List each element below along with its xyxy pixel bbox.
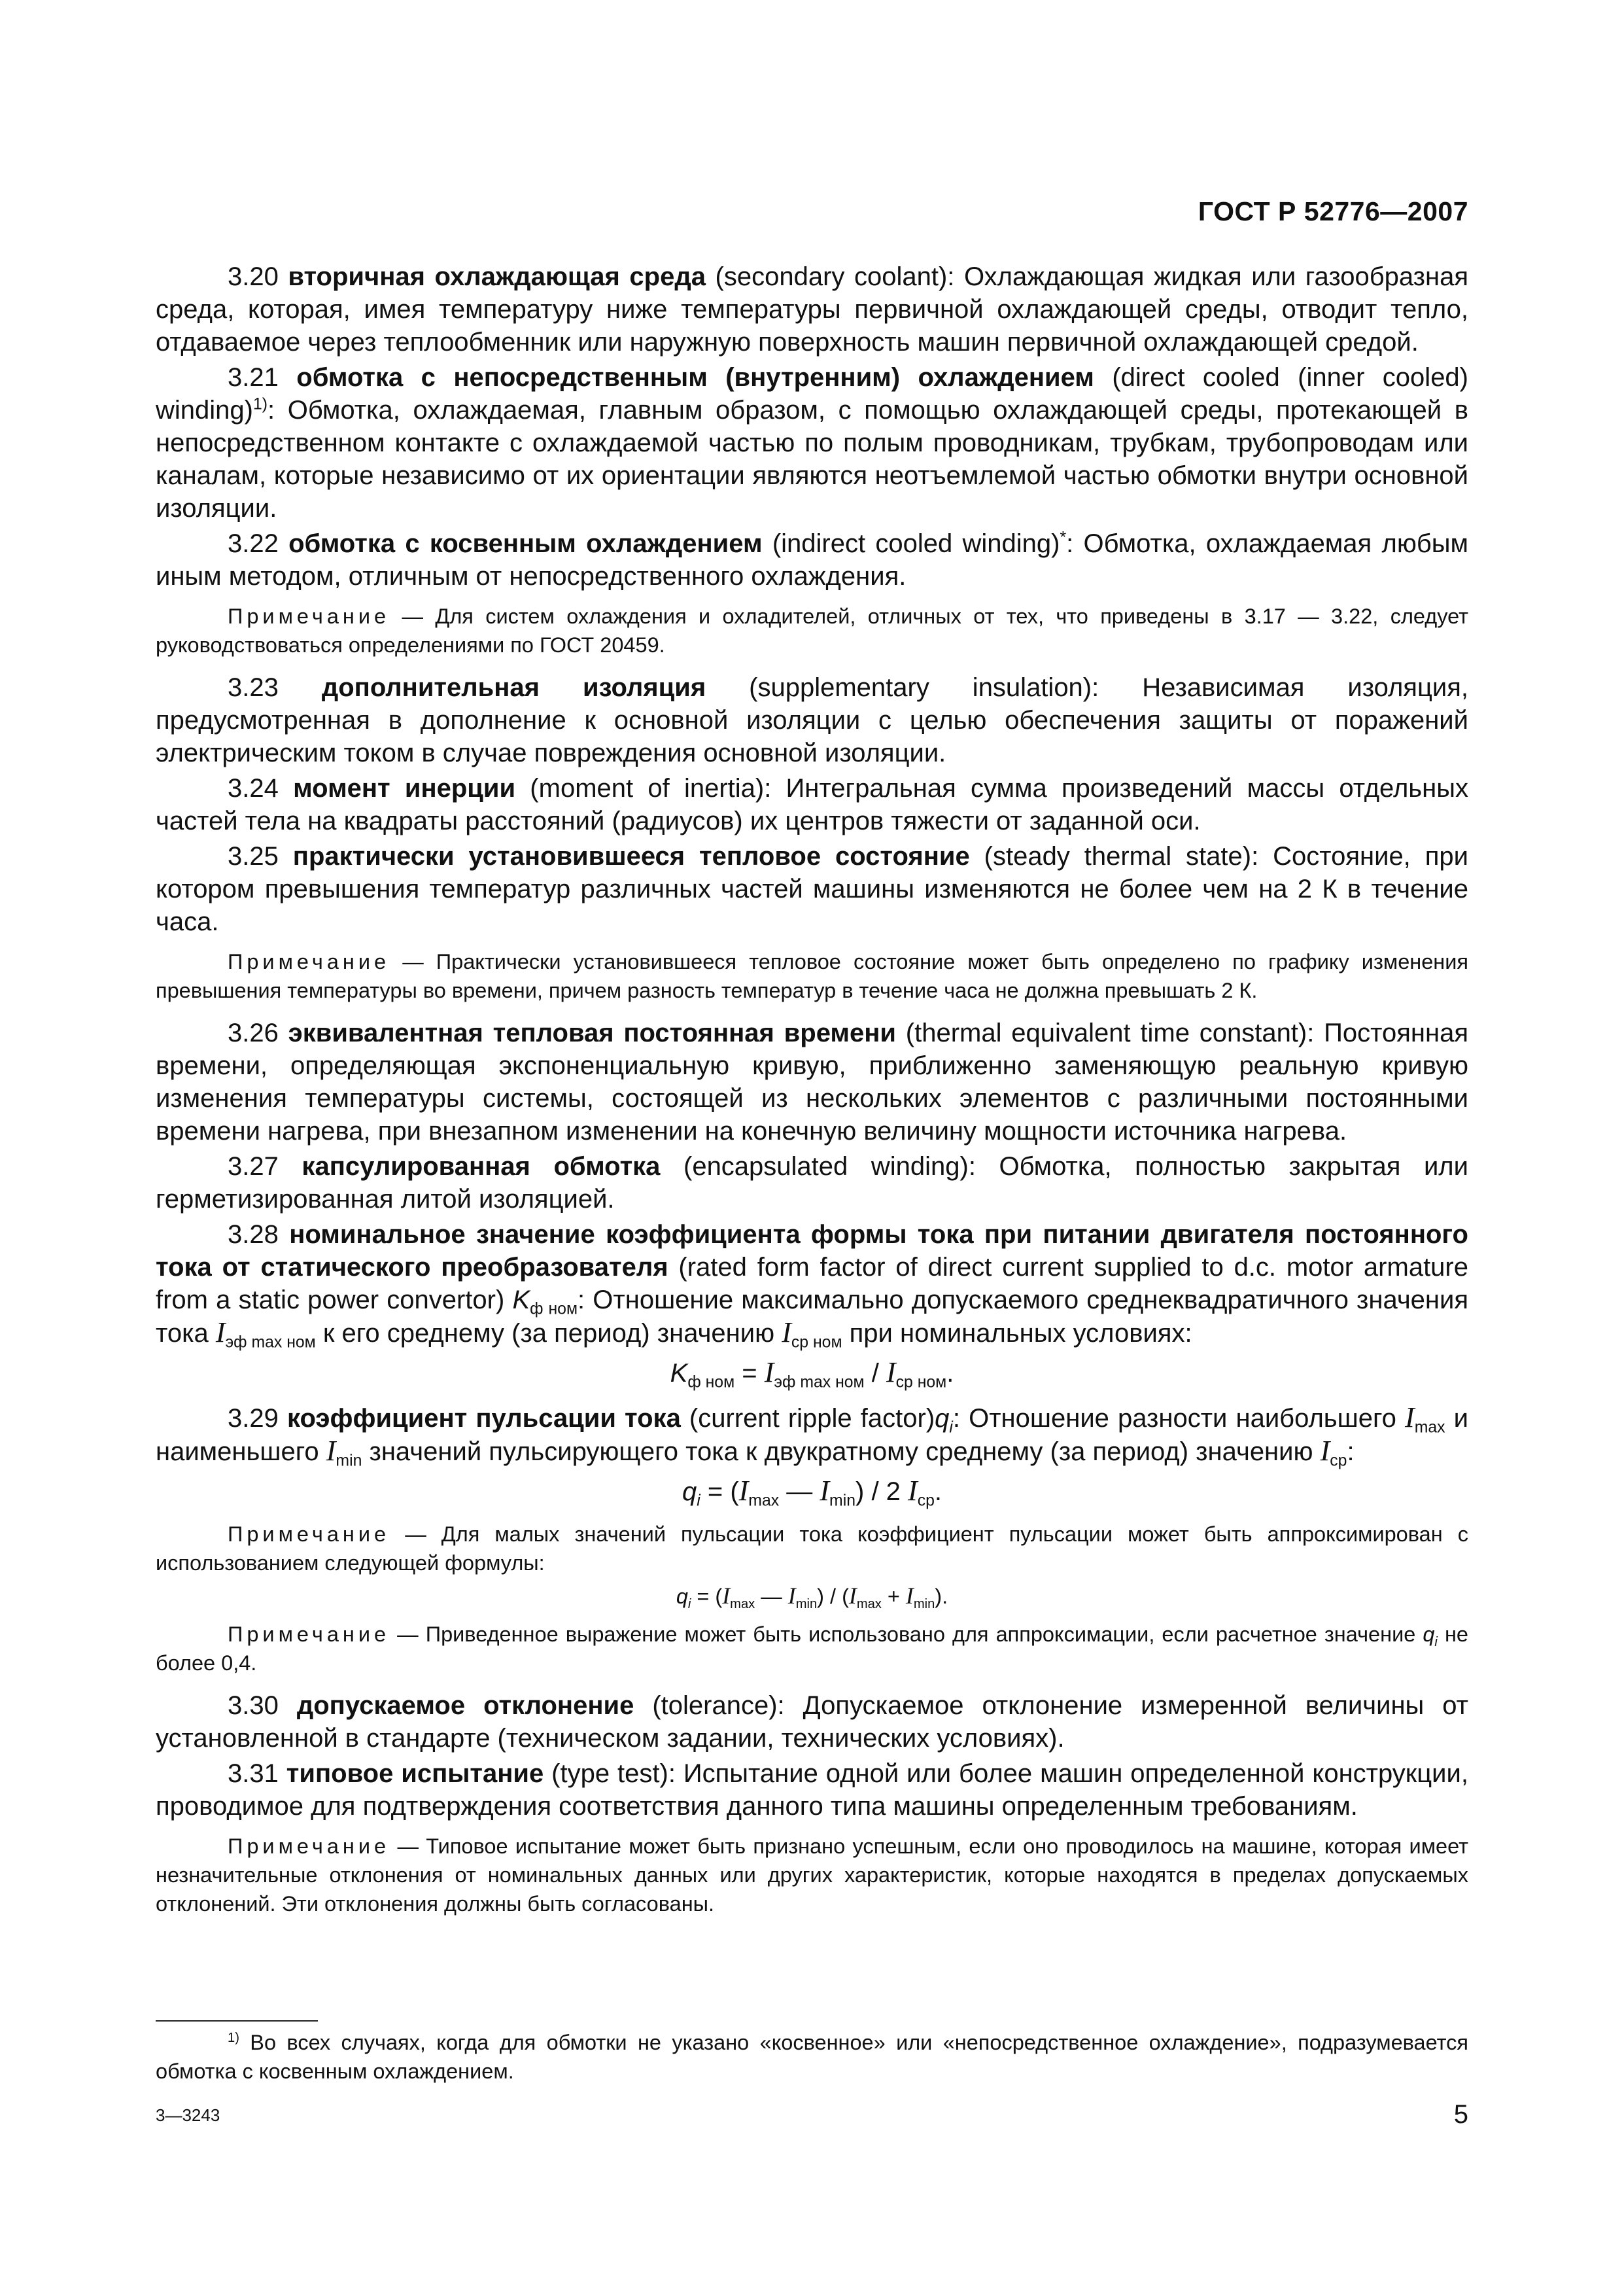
term-3-25: 3.25 практически установившееся тепловое состояние (steady thermal state): Состояние, при котором превышения температур различных частей машины изменяются не более чем на 2 К в течение часа.	[156, 842, 1468, 936]
note-5: Примечание — Типовое испытание может быть признано успешным, если оно проводилось на машине, которая имеет незначительные отклонения от номинальных данных или других характеристик, которые находятся в пределах допускаемых отклонений. Эти отклонения должны быть согласованы.	[156, 1834, 1468, 1916]
note-2: Примечание — Практически установившееся тепловое состояние может быть определено по графику изменения превышения температуры во времени, причем разность температур в течение часа не должна превышать 2 К.	[156, 950, 1468, 1002]
term-title: допускаемое отклонение	[296, 1691, 634, 1720]
document-id: ГОСТ Р 52776—2007	[1198, 196, 1468, 226]
term-title: коэффициент пульсации тока	[286, 1404, 681, 1433]
term-3-21: 3.21 обмотка с непосредственным (внутренним) охлаждением (direct cooled (inner cooled) winding)$^{1)}$: Обмотка, охлаждаемая, главным образом, с помощью охлаждающей среды, протекающей в непосредственном контакте с охлаждаемой частью по полым проводникам, трубкам, трубопроводам или каналам, которые независимо от их ориентации являются неотъемлемой частью обмотки внутри основной изоляции.	[156, 363, 1469, 523]
term-title: вторичная охлаждающая среда	[288, 262, 706, 291]
term-title: дополнительная изоляция	[321, 673, 706, 702]
formula-ripple-approx: $q_i = (I_{max}$ — $I_{min}) / (I_{max} + I_{min})$.	[676, 1583, 948, 1612]
term-3-20: 3.20 вторичная охлаждающая среда (secondary coolant): Охлаждающая жидкая или газообразная среда, которая, имея температуру ниже температуры первичной охлаждающей среды, отводит тепло, отдаваемое через теплообменник или наружную поверхность машин первичной охлаждающей средой.	[156, 262, 1468, 357]
term-3-23: 3.23 дополнительная изоляция (supplementary insulation): Независимая изоляция, предусмотренная в дополнение к основной изоляции с целью обеспечения защиты от поражений электрическим током в случае повреждения основной изоляции.	[156, 673, 1468, 767]
term-3-30: 3.30 допускаемое отклонение (tolerance): Допускаемое отклонение измеренной величины от установленной в стандарте (техническом задании, технических условиях).	[156, 1691, 1468, 1753]
term-title: практически установившееся тепловое состояние	[292, 842, 970, 871]
footnote: $^{1)}$ Во всех случаях, когда для обмотки не указано «косвенное» или «непосредственное охлаждение», подразумевается обмотка с косвенным охлаждением.	[156, 2031, 1468, 2083]
term-title: типовое испытание	[286, 1759, 544, 1788]
footnote-divider	[156, 2020, 318, 2022]
term-3-26: 3.26 эквивалентная тепловая постоянная времени (thermal equivalent time constant): Постоянная времени, определяющая экспоненциальную кривую, приближенно заменяющую реальную кривую изменения температуры системы, состоящей из нескольких элементов с различными постоянными времени нагрева, при внезапном изменении на конечную величину мощности источника нагрева.	[156, 1019, 1468, 1146]
note-1: Примечание — Для систем охлаждения и охладителей, отличных от тех, что приведены в 3.17 — 3.22, следует руководствоваться определениями по ГОСТ 20459.	[156, 604, 1468, 657]
term-3-24: 3.24 момент инерции (moment of inertia): Интегральная сумма произведений массы отдельных частей тела на квадраты расстояний (радиусов) их центров тяжести от заданной оси.	[156, 774, 1468, 835]
term-3-29: 3.29 коэффициент пульсации тока (current ripple $factor)q_i$: Отношение разности наибольшего $I_{max}$ и наименьшего $I_{min}$ значений пульсирующего тока к двукратному среднему (за период) значению $I_{ср}$:	[156, 1401, 1468, 1470]
page-number: 5	[1453, 2100, 1468, 2129]
term-title: капсулированная обмотка	[302, 1152, 661, 1181]
term-3-22: 3.22 обмотка с косвенным охлаждением (indirect cooled winding)*: Обмотка, охлаждаемая любым иным методом, отличным от непосредственного охлаждения.	[156, 529, 1468, 591]
footnote-ref: 1)	[252, 395, 268, 413]
term-3-27: 3.27 капсулированная обмотка (encapsulated winding): Обмотка, полностью закрытая или герметизированная литой изоляцией.	[156, 1152, 1468, 1214]
footnote-mark: 1)	[228, 2031, 239, 2046]
formula-form-factor: $K_{ф ном} = I_{эф max ном} / I_{ср ном}$.	[670, 1356, 954, 1392]
term-title: обмотка с непосредственным (внутренним) охлаждением	[296, 363, 1094, 392]
note-3: Примечание — Для малых значений пульсации тока коэффициент пульсации может быть аппроксимирован с использованием следующей формулы:	[156, 1522, 1468, 1575]
term-title: момент инерции	[293, 774, 516, 803]
term-3-31: 3.31 типовое испытание (type test): Испытание одной или более машин определенной конструкции, проводимое для подтверждения соответствия данного типа машины определенным требованиям.	[156, 1759, 1468, 1821]
page-content	[156, 260, 1468, 1930]
note-4: Примечание — Приведенное выражение может быть использовано для аппроксимации, если расчетное значение $q_i$ не более 0,4.	[156, 1622, 1468, 1675]
formula-ripple-factor: $q_i = (I_{max}$ — $I_{min}) / 2$ $I_{ср}$.	[682, 1475, 942, 1510]
term-title: обмотка с косвенным охлаждением	[288, 529, 763, 558]
print-code: 3—3243	[156, 2105, 220, 2125]
term-title: эквивалентная тепловая постоянная времени	[288, 1019, 896, 1047]
term-title: номинальное значение коэффициента формы тока при питании двигателя постоянного тока от статического преобразователя	[156, 1220, 1468, 1282]
term-3-28: 3.28 номинальное значение коэффициента формы тока при питании двигателя постоянного тока от статического преобразователя (rated form factor of direct current supplied to d.c. motor armature from a static power convertor) $K_{ф ном}$: Отношение максимально допускаемого среднеквадратичного значения тока $I_{эф max ном}$ к его среднему (за период) значению $I_{ср ном}$ при номинальных условиях:	[156, 1220, 1469, 1352]
